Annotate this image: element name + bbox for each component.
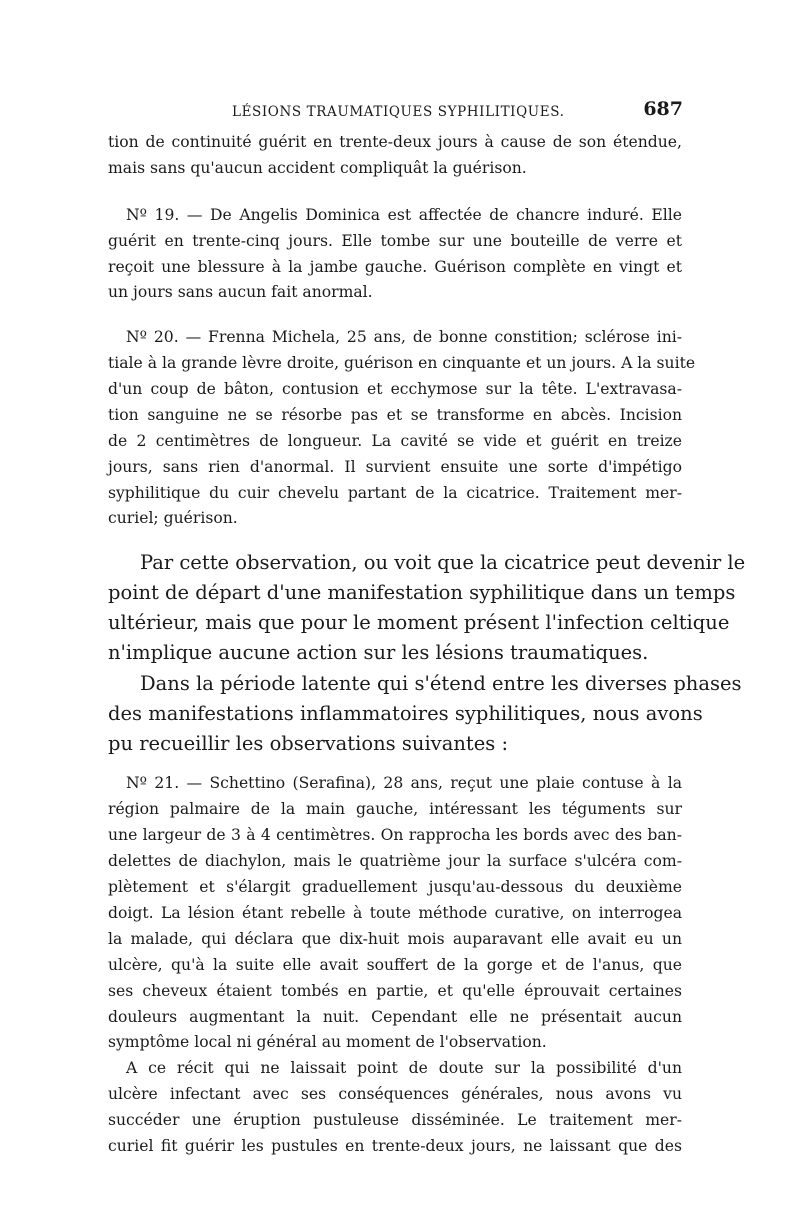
text-line: tion de continuité guérit en trente-deux jours à cause de son étendue, [108, 133, 682, 151]
text-line: symptôme local ni général au moment de l'observation. [108, 1033, 547, 1051]
text-line: douleurs augmentant la nuit. Cependant elle ne présentait aucun [108, 1008, 682, 1026]
text-line: Nº 20. — Frenna Michela, 25 ans, de bonne constition; sclérose ini- [126, 328, 682, 346]
text-line: région palmaire de la main gauche, intéressant les téguments sur [108, 800, 682, 818]
text-line: ulcère infectant avec ses conséquences générales, nous avons vu [108, 1085, 682, 1103]
text-line: mais sans qu'aucun accident compliquât la guérison. [108, 159, 527, 177]
text-line: ultérieur, mais que pour le moment présent l'infection celtique [108, 611, 730, 634]
text-line: curiel fit guérir les pustules en trente-deux jours, ne laissant que des [108, 1137, 682, 1155]
page-number: 687 [643, 98, 683, 120]
page-header [108, 98, 683, 124]
text-line: reçoit une blessure à la jambe gauche. Guérison complète en vingt et [108, 258, 682, 276]
text-line: A ce récit qui ne laissait point de doute sur la possibilité d'un [126, 1059, 682, 1077]
text-line: Nº 21. — Schettino (Serafina), 28 ans, reçut une plaie contuse à la [126, 774, 682, 792]
text-line: delettes de diachylon, mais le quatrième jour la surface s'ulcéra com- [108, 852, 682, 870]
text-line: ses cheveux étaient tombés en partie, et qu'elle éprouvait certaines [108, 982, 682, 1000]
text-line: la malade, qui déclara que dix-huit mois auparavant elle avait eu un [108, 930, 682, 948]
text-line: tion sanguine ne se résorbe pas et se transforme en abcès. Incision [108, 406, 682, 424]
text-line: syphilitique du cuir chevelu partant de la cicatrice. Traitement mer- [108, 484, 682, 502]
text-line: point de départ d'une manifestation syphilitique dans un temps [108, 581, 736, 604]
text-line: plètement et s'élargit graduellement jusqu'au-dessous du deuxième [108, 878, 682, 896]
text-line: doigt. La lésion étant rebelle à toute méthode curative, on interrogea [108, 904, 682, 922]
text-line: curiel; guérison. [108, 509, 238, 527]
text-line: jours, sans rien d'anormal. Il survient ensuite une sorte d'impétigo [108, 458, 682, 476]
text-line: succéder une éruption pustuleuse disséminée. Le traitement mer- [108, 1111, 682, 1129]
text-line: Par cette observation, ou voit que la cicatrice peut devenir le [140, 551, 746, 574]
text-line: pu recueillir les observations suivantes : [108, 732, 509, 755]
text-line: Dans la période latente qui s'étend entre les diverses phases [140, 672, 742, 695]
text-line: n'implique aucune action sur les lésions traumatiques. [108, 641, 649, 664]
text-line: guérit en trente-cinq jours. Elle tombe sur une bouteille de verre et [108, 232, 682, 250]
text-line: un jours sans aucun fait anormal. [108, 283, 373, 301]
text-line: ulcère, qu'à la suite elle avait souffert de la gorge et de l'anus, que [108, 956, 682, 974]
running-title: LÉSIONS TRAUMATIQUES SYPHILITIQUES. [232, 104, 565, 120]
text-line: une largeur de 3 à 4 centimètres. On rapprocha les bords avec des ban- [108, 826, 682, 844]
text-line: d'un coup de bâton, contusion et ecchymose sur la tête. L'extravasa- [108, 380, 682, 398]
text-line: Nº 19. — De Angelis Dominica est affectée de chancre induré. Elle [126, 206, 682, 224]
text-line: tiale à la grande lèvre droite, guérison en cinquante et un jours. A la suite [108, 354, 696, 372]
text-line: des manifestations inflammatoires syphilitiques, nous avons [108, 702, 703, 725]
text-line: de 2 centimètres de longueur. La cavité se vide et guérit en treize [108, 432, 682, 450]
